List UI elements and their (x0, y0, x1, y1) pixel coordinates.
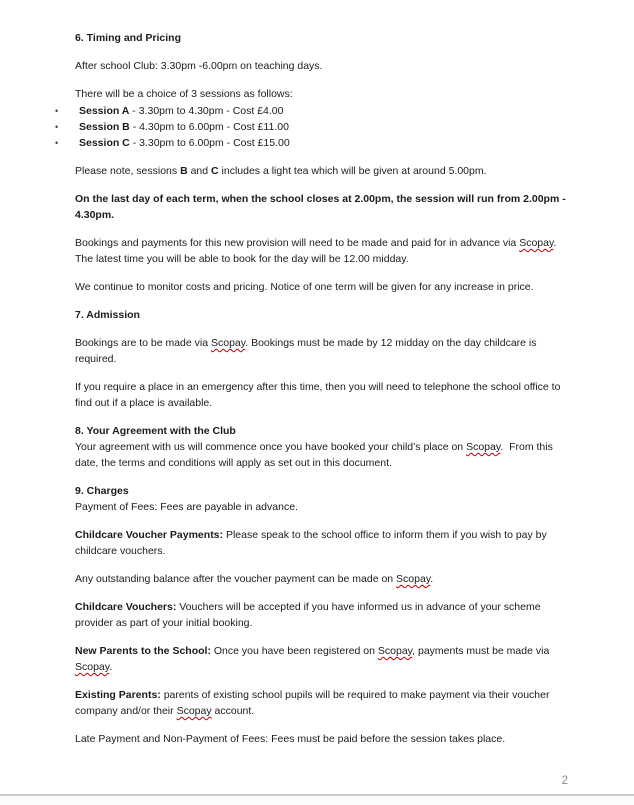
text-run: , payments must be made via (412, 645, 553, 657)
text-run: On the last day of each term, when the school closes at 2.00pm, the session will run from 2.00pm - 4.30pm. (75, 193, 569, 221)
text-run: B (180, 165, 188, 177)
text-run: C (211, 165, 219, 177)
paragraph (75, 58, 570, 74)
misspelled-word: Scopay (466, 441, 501, 453)
text-run: There will be a choice of 3 sessions as follows: (75, 88, 293, 100)
list-item (55, 135, 570, 151)
bullet-icon: • (55, 138, 59, 148)
text-run: Session B (79, 121, 130, 133)
text-run: New Parents to the School: (75, 645, 211, 657)
section-heading (75, 483, 570, 499)
list-item (55, 119, 570, 135)
section-heading (75, 307, 570, 323)
paragraph (75, 379, 570, 411)
text-run: Session A (79, 105, 130, 117)
bullet-icon: • (55, 106, 59, 116)
text-run: Any outstanding balance after the voucher payment can be made on (75, 573, 397, 585)
text-run: 9. Charges (75, 485, 129, 497)
paragraph (75, 279, 570, 295)
paragraph (75, 643, 570, 675)
text-run: . Bookings must be made by 12 midday on the day childcare is required. (75, 337, 540, 365)
paragraph (75, 599, 570, 631)
section-heading (75, 423, 570, 439)
next-page-gap (0, 796, 634, 805)
text-run: Please note, sessions (75, 165, 181, 177)
paragraph (75, 499, 570, 515)
paragraph (75, 86, 570, 102)
text-run: - 3.30pm to 6.00pm - Cost £15.00 (129, 137, 290, 149)
bullet-icon: • (55, 122, 59, 132)
text-run: If you require a place in an emergency after this time, then you will need to telephone the school office to find out if a place is available. (75, 381, 564, 409)
misspelled-word: Scopay (519, 237, 554, 249)
paragraph (75, 439, 570, 471)
misspelled-word: Scopay (211, 337, 246, 349)
text-run: 7. Admission (75, 309, 140, 321)
misspelled-word: Scopay (75, 661, 110, 673)
paragraph (75, 527, 570, 559)
text-run: Bookings are to be made via (75, 337, 211, 349)
page-number: 2 (561, 775, 568, 787)
text-run: Your agreement with us will commence once you have booked your child’s place on (75, 441, 467, 453)
text-run: includes a light tea which will be given at around 5.00pm. (218, 165, 487, 177)
document-body (55, 30, 570, 759)
text-run: Session C (79, 137, 130, 149)
text-run: Existing Parents: (75, 689, 161, 701)
paragraph (75, 235, 570, 267)
text-run: - 3.30pm to 4.30pm - Cost £4.00 (129, 105, 284, 117)
text-run: . From this date, the terms and conditions will apply as set out in this document. (75, 441, 556, 469)
text-run: Childcare Voucher Payments: (75, 529, 224, 541)
text-run: Please speak to the school office to inform them if you wish to pay by childcare vouchers. (75, 529, 550, 557)
text-run: . The latest time you will be able to book for the day will be 12.00 midday. (75, 237, 560, 265)
text-run: parents of existing school pupils will be required to make payment via their voucher company and/or their (75, 689, 553, 717)
list-item (55, 103, 570, 119)
misspelled-word: Scopay (396, 573, 431, 585)
misspelled-word: Scopay (176, 705, 212, 717)
paragraph (75, 163, 570, 179)
section-heading (75, 30, 570, 46)
text-run: Vouchers will be accepted if you have informed us in advance of your scheme provider as part of your initial booking. (75, 601, 544, 629)
paragraph (75, 335, 570, 367)
paragraph (75, 731, 570, 747)
paragraph (75, 571, 570, 587)
text-run: . (109, 661, 113, 673)
paragraph (75, 687, 570, 719)
misspelled-word: Scopay (377, 645, 413, 657)
text-run: Childcare Vouchers: (75, 601, 177, 613)
text-run: Bookings and payments for this new provision will need to be made and paid for in advance via (75, 237, 520, 249)
text-run: Payment of Fees: Fees are payable in advance. (75, 501, 298, 513)
text-run: 6. Timing and Pricing (75, 32, 181, 44)
text-run: We continue to monitor costs and pricing. Notice of one term will be given for any increase in price. (75, 281, 534, 293)
text-run: - 4.30pm to 6.00pm - Cost £11.00 (129, 121, 289, 133)
paragraph (75, 191, 570, 223)
text-run: account. (211, 705, 255, 717)
text-run: After school Club: 3.30pm -6.00pm on teaching days. (75, 60, 323, 72)
text-run: Late Payment and Non-Payment of Fees: Fees must be paid before the session takes place. (75, 733, 506, 745)
text-run: and (187, 165, 212, 177)
text-run: . (430, 573, 434, 585)
text-run: Once you have been registered on (210, 645, 378, 657)
text-run: 8. Your Agreement with the Club (75, 425, 236, 437)
